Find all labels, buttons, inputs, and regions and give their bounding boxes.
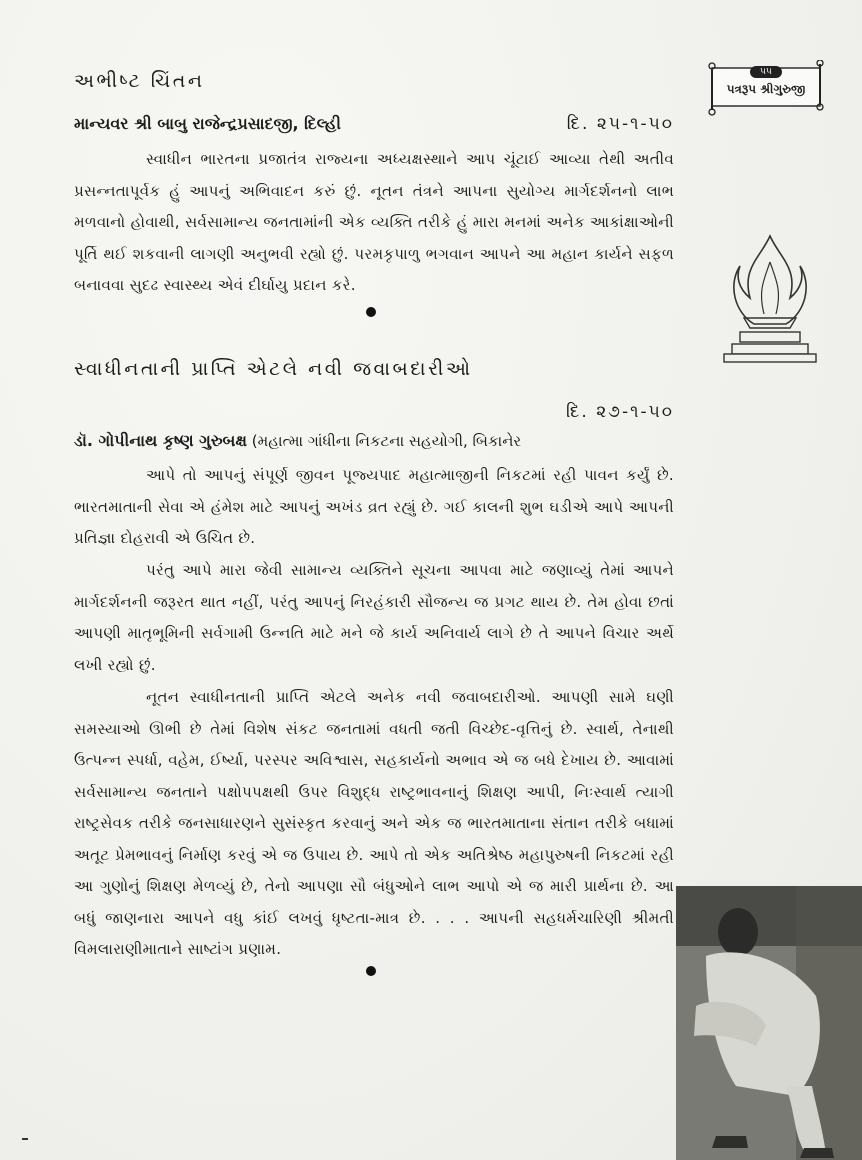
letter1-header-row [74,114,674,134]
letter2-recipient-name: ડૉ. ગોપીનાથ કૃષ્ણ ગુરુબક્ષ [74,431,248,450]
letter2-paragraph-1: આપે તો આપનું સંપૂર્ણ જીવન પૂજ્યપાદ મહાત્માજીની નિકટમાં રહી પાવન કર્યું છે. ભારતમાતાની સેવા એ હંમેશ માટે આપનું અખંડ વ્રત રહ્યું છે. ગઈ કાલની શુભ ઘડીએ આપે આપની પ્રતિજ્ઞા દોહરાવી એ ઉચિત છે. [74,466,674,547]
letter2-recipient [74,431,521,451]
letter1-heading: અભીષ્ટ ચિંતન [74,70,205,92]
letter2-heading: સ્વાધીનતાની પ્રાપ્તિ એટલે નવી જવાબદારીઓ [74,358,473,380]
letter2-paragraph-2: પરંતુ આપે મારા જેવી સામાન્ય વ્યક્તિને સૂચના આપવા માટે જણાવ્યું તેમાં આપને માર્ગદર્શનની જરૂરત થાત નહીં, પરંતુ આપનું નિરહંકારી સૌજન્ય જ પ્રગટ થાય છે. તેમ હોવા છતાં આપણી માતૃભૂમિની સર્વગામી ઉન્નતિ માટે મને જે કાર્ય અનિવાર્ય લાગે છે તે આપને વિચાર અર્થે લખી રહ્યો છું. [74,561,674,674]
letter1-paragraph: સ્વાધીન ભારતના પ્રજાતંત્ર રાજ્યના અધ્યક્ષસ્થાને આપ ચૂંટાઈ આવ્યા તેથી અતીવ પ્રસન્નતાપૂર્વક હું આપનું અભિવાદન કરું છું. નૂતન તંત્રને આપના સુયોગ્ય માર્ગદર્શનનો લાભ મળવાનો હોવાથી, સર્વસામાન્ય જનતામાંની એક વ્યક્તિ તરીકે હું મારા મનમાં અનેક આકાંક્ષાઓની પૂર્તિ થઈ શકવાની લાગણી અનુભવી રહ્યો છું. પરમકૃપાળુ ભગવાન આપને આ મહાન કાર્યને સફળ બનાવવા સુદઢ સ્વાસ્થ્ય એવં દીર્ઘાયુ પ્રદાન કરે. [74,150,674,294]
scroll-banner-icon [702,60,830,116]
letter2-date-row [74,402,674,422]
emblem-page-number: ૫૫ [760,67,772,77]
page-mark [22,1138,28,1140]
portrait-photo [676,886,862,1160]
sacred-flame-icon [720,228,820,364]
bullet-separator [366,966,376,976]
bullet-separator [366,307,376,317]
letter1-recipient: માન્યવર શ્રી બાબુ રાજેન્દ્રપ્રસાદજી, દિલ્હી [74,114,341,133]
letter2-recipient-row [74,431,674,451]
emblem-title: પત્રરૂપ શ્રીગુરુજી [726,82,806,96]
letter2-recipient-desc: (મહાત્મા ગાંધીના નિકટના સહયોગી, બિકાનેર [247,432,522,450]
letter2-date: દિ. ૨૭-૧-૫૦ [566,402,674,422]
letter2-paragraph-3: નૂતન સ્વાધીનતાની પ્રાપ્તિ એટલે અનેક નવી જવાબદારીઓ. આપણી સામે ઘણી સમસ્યાઓ ઊભી છે તેમાં વિશેષ સંકટ જનતામાં વધતી જતી વિચ્છેદ-વૃત્તિનું છે. સ્વાર્થ, તેનાથી ઉત્પન્ન સ્પર્ધા, વહેમ, ઈર્ષ્યા, પરસ્પર અવિશ્વાસ, સહકાર્યનો અભાવ એ જ બધે દેખાય છે. આવામાં સર્વસામાન્ય જનતાને પક્ષોપપક્ષથી ઉપર વિશુદ્ધ રાષ્ટ્રભાવનાનું શિક્ષણ આપી, નિઃસ્વાર્થ ત્યાગી રાષ્ટ્રસેવક તરીકે જનસાધારણને સુસંસ્કૃત કરવાનું અને એક જ ભારતમાતાના સંતાન તરીકે બધામાં અતૂટ પ્રેમભાવનું નિર્માણ કરવું એ જ ઉપાય છે. આપે તો એક અતિશ્રેષ્ઠ મહાપુરુષની નિકટમાં રહી આ ગુણોનું શિક્ષણ મેળવ્યું છે, તેનો આપણા સૌ બંધુઓને લાભ આપો એ જ મારી પ્રાર્થના છે. આ બધું જાણનારા આપને વધુ કાંઈ લખવું ધૃષ્ટતા-માત્ર છે. . . . આપની સહધર્મચારિણી શ્રીમતી વિમલારાણીમાતાને સાષ્ટાંગ પ્રણામ. [74,688,674,958]
letter1-date: દિ. ૨૫-૧-૫૦ [566,114,674,134]
